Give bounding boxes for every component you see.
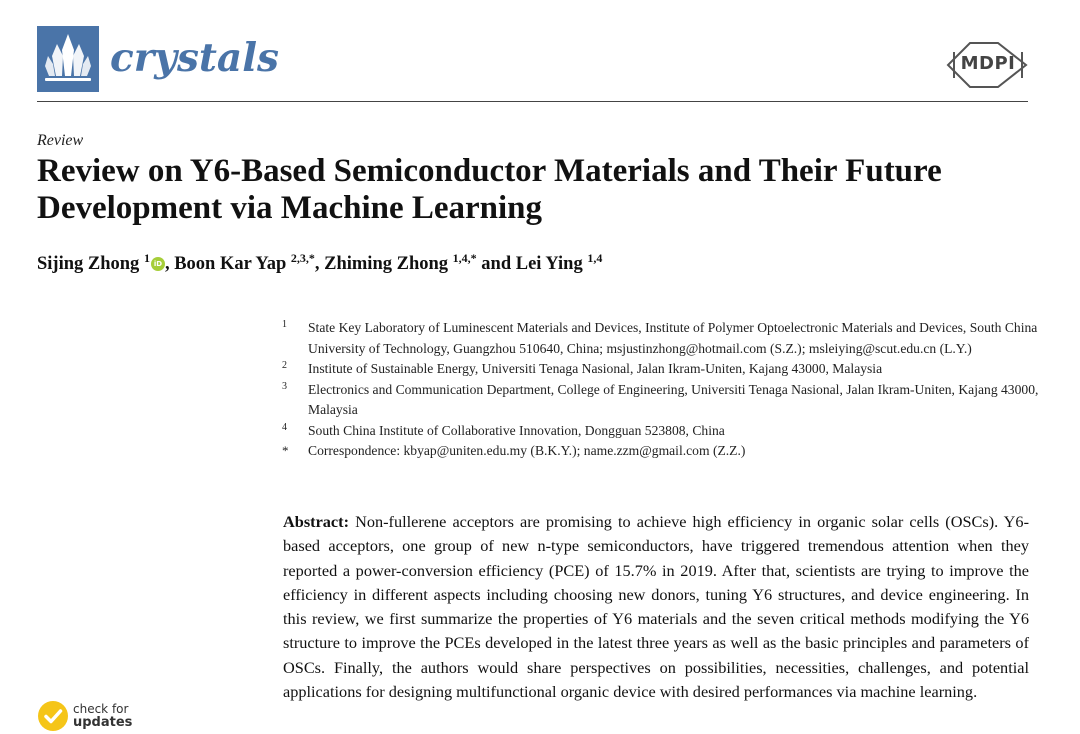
affiliation-number: 3 <box>282 380 287 392</box>
check-for-updates-icon <box>37 700 69 732</box>
author-affiliation: 1 <box>143 251 150 265</box>
check-for-updates-button[interactable] <box>37 700 157 734</box>
check-line-2: updates <box>73 715 133 730</box>
affiliation-text: State Key Laboratory of Luminescent Materials and Devices, Institute of Polymer Optoelectronic Materials and Devices, South China University of Technology, Guangzhou 510640, China; msjustinzhong@hotmail.com (S.Z.); msleiying@scut.edu.cn (L.Y.) <box>308 320 1038 356</box>
author-name[interactable]: Boon Kar Yap <box>174 254 287 274</box>
affiliation-item <box>282 318 1042 359</box>
abstract-label: Abstract: <box>283 512 350 531</box>
affiliation-item <box>282 359 1042 380</box>
journal-logo[interactable] <box>37 26 99 92</box>
author-affiliation: 1,4 <box>587 251 603 265</box>
affiliation-number: 4 <box>282 421 287 433</box>
affiliation-text: Institute of Sustainable Energy, Universiti Tenaga Nasional, Jalan Ikram-Uniten, Kajang 43000, Malaysia <box>308 361 883 376</box>
header-divider <box>37 101 1028 102</box>
affiliation-item <box>282 441 1042 462</box>
author-affiliation: 1,4,* <box>452 251 477 265</box>
affiliation-text: Electronics and Communication Department, College of Engineering, Universiti Tenaga Nasional, Jalan Ikram-Uniten, Kajang 43000, Malaysia <box>308 381 1039 417</box>
author-name[interactable]: Lei Ying <box>515 254 583 274</box>
affiliation-number: 1 <box>282 319 287 330</box>
mdpi-logo[interactable] <box>946 40 1030 90</box>
article-title: Review on Y6-Based Semiconductor Materials and Their Future Development via Machine Learning <box>37 153 942 226</box>
author-name[interactable]: Sijing Zhong <box>37 254 140 274</box>
orcid-icon[interactable]: iD <box>151 257 165 271</box>
abstract <box>283 510 1029 704</box>
affiliation-number: 2 <box>282 360 287 371</box>
affiliation-text: South China Institute of Collaborative Innovation, Dongguan 523808, China <box>308 422 725 438</box>
author-list: Sijing Zhong $^1$ iD , Boon Kar Yap $^{2,3,*}$, Zhiming Zhong $^{1,4,*}$ and Lei Ying $^{1,4}$ <box>37 251 603 274</box>
affiliation-item <box>282 380 1042 421</box>
crystal-icon <box>37 26 99 92</box>
affiliation-item <box>282 421 1042 442</box>
journal-name[interactable]: crystals <box>110 35 279 81</box>
affiliation-number: * <box>282 443 289 458</box>
check-line-1: check for <box>73 702 129 716</box>
article-type: Review <box>37 132 84 149</box>
abstract-text: Non-fullerene acceptors are promising to achieve high efficiency in organic solar cells (OSCs). Y6-based acceptors, one group of new n-type semiconductors, have triggered tremendous attention when they reported a power-conversion efficiency (PCE) of 15.7% in 2019. After that, scientists are trying to improve the efficiency in different aspects including choosing new donors, tuning Y6 structures, and device engineering. In this review, we first summarize the properties of Y6 materials and the seven critical methods modifying the Y6 structure to improve the PCEs developed in the latest three years as well as the basic principles and parameters of OSCs. Finally, the authors would share perspectives on possibilities, necessities, challenges, and potential applications for designing multifunctional organic device with desired performances via machine learning. <box>283 512 1029 702</box>
check-for-updates-label <box>73 702 132 730</box>
correspondence-text: Correspondence: kbyap@uniten.edu.my (B.K.Y.); name.zzm@gmail.com (Z.Z.) <box>308 443 746 458</box>
affiliations <box>282 318 1042 462</box>
publisher-name: MDPI <box>960 53 1016 74</box>
author-name[interactable]: Zhiming Zhong <box>324 254 449 274</box>
author-affiliation: 2,3,* <box>290 251 315 265</box>
